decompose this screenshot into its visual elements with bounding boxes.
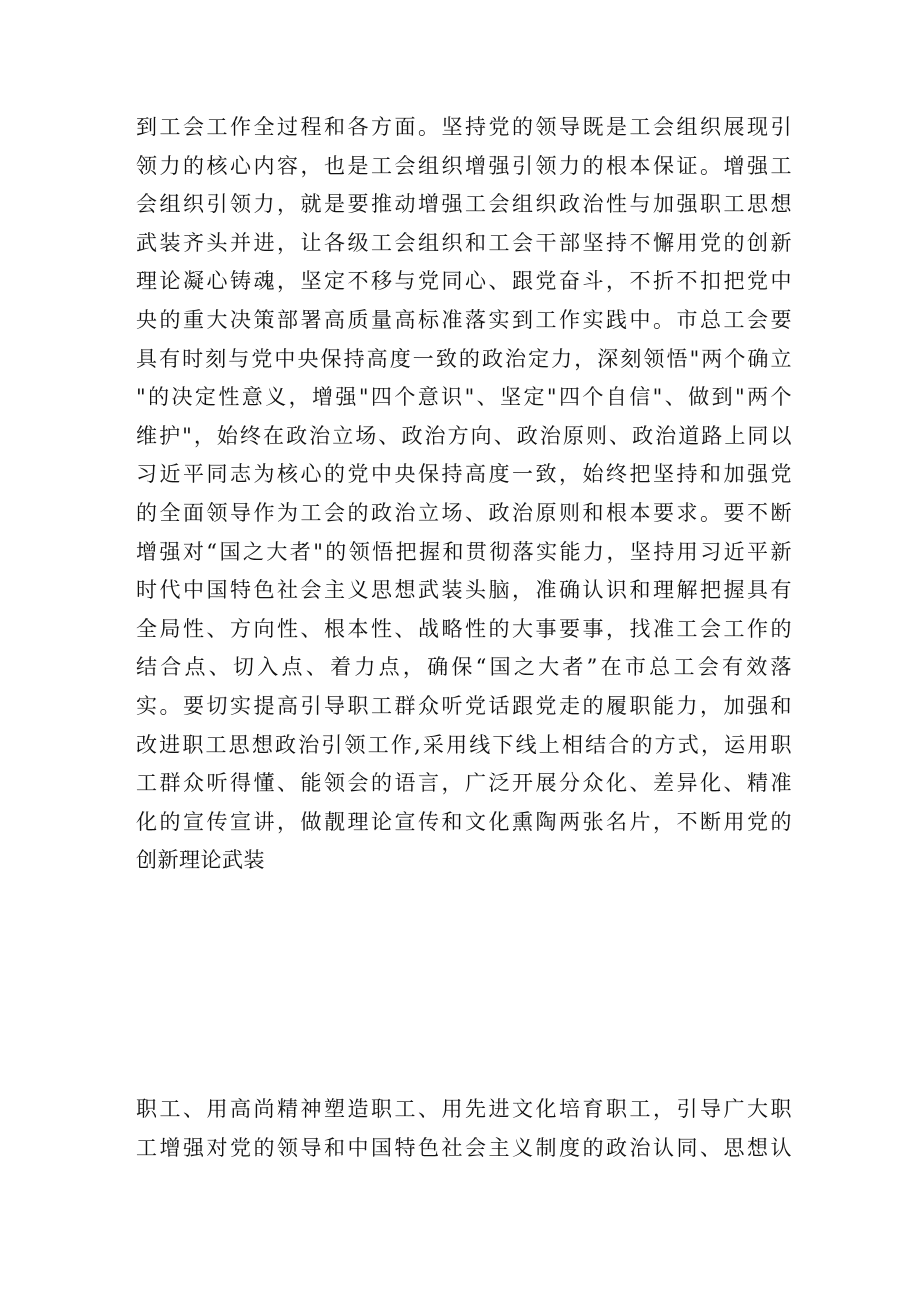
text-line: 的全面领导作为工会的政治立场、政治原则和根本要求。要不断	[136, 500, 792, 525]
text-line: 化的宣传宣讲，做靓理论宣传和文化熏陶两张名片，不断用党的	[136, 809, 792, 834]
text-line: 习近平同志为核心的党中央保持高度一致，始终把坚持和加强党	[136, 462, 792, 487]
text-line: 改进职工思想政治引领工作,采用线下线上相结合的方式，运用职	[136, 732, 792, 757]
text-line: 理论凝心铸魂，坚定不移与党同心、跟党奋斗，不折不扣把党中	[136, 269, 792, 294]
text-line: 工增强对党的领导和中国特色社会主义制度的政治认同、思想认	[136, 1135, 792, 1160]
text-line: 武装齐头并进，让各级工会组织和工会干部坚持不懈用党的创新	[136, 230, 792, 255]
text-line: 全局性、方向性、根本性、战略性的大事要事，找准工会工作的	[136, 616, 792, 641]
text-line: 结合点、切入点、着力点，确保“国之大者”在市总工会有效落	[136, 655, 792, 680]
paragraph-1	[136, 108, 792, 880]
text-line: 领力的核心内容，也是工会组织增强引领力的根本保证。增强工	[136, 153, 792, 178]
text-line: 维护"，始终在政治立场、政治方向、政治原则、政治道路上同以	[136, 423, 792, 448]
text-line: 工群众听得懂、能领会的语言，广泛开展分众化、差异化、精准	[136, 771, 792, 796]
text-line: 职工、用高尚精神塑造职工、用先进文化培育职工，引导广大职	[136, 1097, 792, 1121]
text-line: 创新理论武装	[136, 848, 265, 873]
text-line: 增强对“国之大者"的领悟把握和贯彻落实能力，坚持用习近平新	[136, 539, 792, 564]
paragraph-2	[136, 1090, 792, 1167]
text-line: 会组织引领力，就是要推动增强工会组织政治性与加强职工思想	[136, 192, 792, 217]
text-line: 实。要切实提高引导职工群众听党话跟党走的履职能力，加强和	[136, 693, 792, 718]
text-line: 时代中国特色社会主义思想武装头脑，准确认识和理解把握具有	[136, 578, 792, 603]
text-line: 央的重大决策部署高质量高标准落实到工作实践中。市总工会要	[136, 307, 792, 332]
text-line: "的决定性意义，增强"四个意识"、坚定"四个自信"、做到"两个	[136, 385, 792, 410]
text-line: 到工会工作全过程和各方面。坚持党的领导既是工会组织展现引	[136, 115, 792, 139]
text-line: 具有时刻与党中央保持高度一致的政治定力，深刻领悟"两个确立	[136, 346, 792, 371]
